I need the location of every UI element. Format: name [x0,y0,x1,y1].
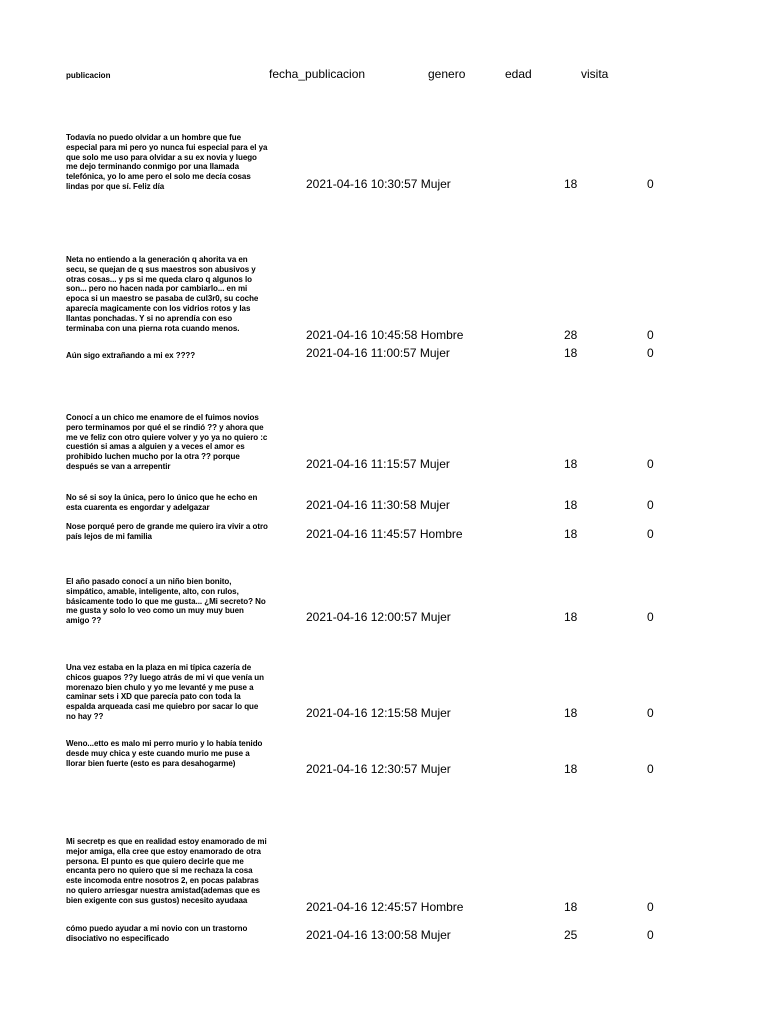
post-date-gender [306,328,463,342]
post-gender: Hombre [419,527,463,541]
post-visits: 0 [647,928,654,942]
post-date: 2021-04-16 13:00:58 [306,928,418,942]
post-age: 18 [564,498,578,512]
post-gender: Mujer [420,177,451,191]
post-text: cómo puedo ayudar a mi novio con un trastorno disociativo no especificado [66,924,248,943]
post-visits: 0 [647,346,654,360]
post-visits: 0 [647,498,654,512]
post-text: Una vez estaba en la plaza en mi típica cazería de chicos guapos ??y luego atrás de mi vi que venía un morenazo bien chulo y yo me levanté y me puse a caminar sets i XD que parecía pato con toda la espalda arqueada casi me quiebro por sacar lo que no hay ?? [66,663,264,721]
header-genero: genero [428,67,466,81]
post-age: 25 [564,928,578,942]
post-date-gender [306,457,450,471]
post-date: 2021-04-16 11:30:58 [306,498,417,512]
header-edad: edad [505,67,532,81]
post-text: Conocí a un chico me enamore de el fuimos novios pero terminamos por qué el se rindió ?? y ahora que me ve feliz con otro quiere volver y yo ya no quiero :c cuestión si amas a alguien y a veces el amor es prohibido luchen mucho por la otra ?? porque después se van a arrepentir [66,413,268,471]
post-visits: 0 [647,177,654,191]
post-date: 2021-04-16 10:30:57 [306,177,418,191]
post-gender: Hombre [420,900,464,914]
post-date: 2021-04-16 12:30:57 [306,762,418,776]
post-text: Todavía no puedo olvidar a un hombre que fue especial para mi pero yo nunca fui especial para el ya que solo me uso para olvidar a su ex novia y luego me dejo terminando conmigo por una llamada telefónica, yo lo ame pero el solo me decía cosas lindas por que sí. Feliz día [66,133,268,191]
header-fecha-publicacion: fecha_publicacion [269,67,366,81]
post-date-gender [306,498,450,512]
post-date-gender [306,928,451,942]
post-text: Neta no entiendo a la generación q ahorita va en secu, se quejan de q sus maestros son abusivos y otras cosas... y ps si me queda claro q algunos lo son... pero no hacen nada por cambiarlo... en mi epoca si un maestro se pasaba de cul3r0, su coche aparecía magicamente con los vidrios rotos y las llantas ponchadas. Y si no aprendía con eso terminaba con una pierna rota cuando menos. [66,255,259,333]
post-age: 28 [564,328,578,342]
post-date: 2021-04-16 12:15:58 [306,706,418,720]
post-gender: Mujer [420,706,451,720]
post-text: Mi secretp es que en realidad estoy enamorado de mi mejor amiga, ella cree que estoy enamorado de otra persona. El punto es que quiero decirle que me encanta pero no quiero que si me rechaza la cosa este incomoda entre nosotros 2, en pocas palabras no quiero arriesgar nuestra amistad(ademas que es bien exigente con sus gustos) necesito ayudaaa [66,837,267,905]
post-age: 18 [564,610,578,624]
post-age: 18 [564,900,578,914]
post-age: 18 [564,177,578,191]
post-visits: 0 [647,328,654,342]
post-date: 2021-04-16 12:45:57 [306,900,418,914]
post-age: 18 [564,762,578,776]
post-date-gender [306,762,451,776]
post-date: 2021-04-16 11:00:57 [306,346,417,360]
post-age: 18 [564,706,578,720]
header-visita: visita [581,67,609,81]
post-gender: Mujer [419,498,450,512]
post-gender: Mujer [420,762,451,776]
post-text: El año pasado conocí a un niño bien bonito, simpático, amable, inteligente, alto, con rulos, básicamente todo lo que me gusta... ¿Mi secreto? No me gusta y solo lo veo como un muy muy buen amigo ?? [66,577,266,626]
post-age: 18 [564,346,578,360]
post-date: 2021-04-16 12:00:57 [306,610,418,624]
post-date-gender [306,900,463,914]
post-text: Aún sigo extrañando a mi ex ???? [66,351,196,360]
post-age: 18 [564,527,578,541]
post-gender: Mujer [419,346,450,360]
post-date-gender [306,177,451,191]
post-date-gender [306,610,451,624]
post-date-gender [306,527,463,541]
post-gender: Mujer [420,610,451,624]
post-date-gender [306,706,451,720]
post-text: Nose porqué pero de grande me quiero ira vivir a otro país lejos de mi familia [66,522,268,541]
post-date: 2021-04-16 11:15:57 [306,457,417,471]
post-text: Weno...etto es malo mi perro murio y lo había tenido desde muy chica y este cuando murio me puse a llorar bien fuerte (esto es para desahogarme) [66,739,263,768]
post-text: No sé si soy la única, pero lo único que he echo en esta cuarenta es engordar y adelgazar [66,493,258,512]
post-visits: 0 [647,900,654,914]
header-publicacion: publicacion [66,71,111,80]
post-date-gender [306,346,450,360]
post-date: 2021-04-16 11:45:57 [306,527,417,541]
post-gender: Mujer [419,457,450,471]
post-visits: 0 [647,762,654,776]
post-visits: 0 [647,610,654,624]
post-date: 2021-04-16 10:45:58 [306,328,418,342]
post-gender: Mujer [420,928,451,942]
post-visits: 0 [647,527,654,541]
post-age: 18 [564,457,578,471]
post-visits: 0 [647,706,654,720]
post-visits: 0 [647,457,654,471]
post-gender: Hombre [420,328,464,342]
